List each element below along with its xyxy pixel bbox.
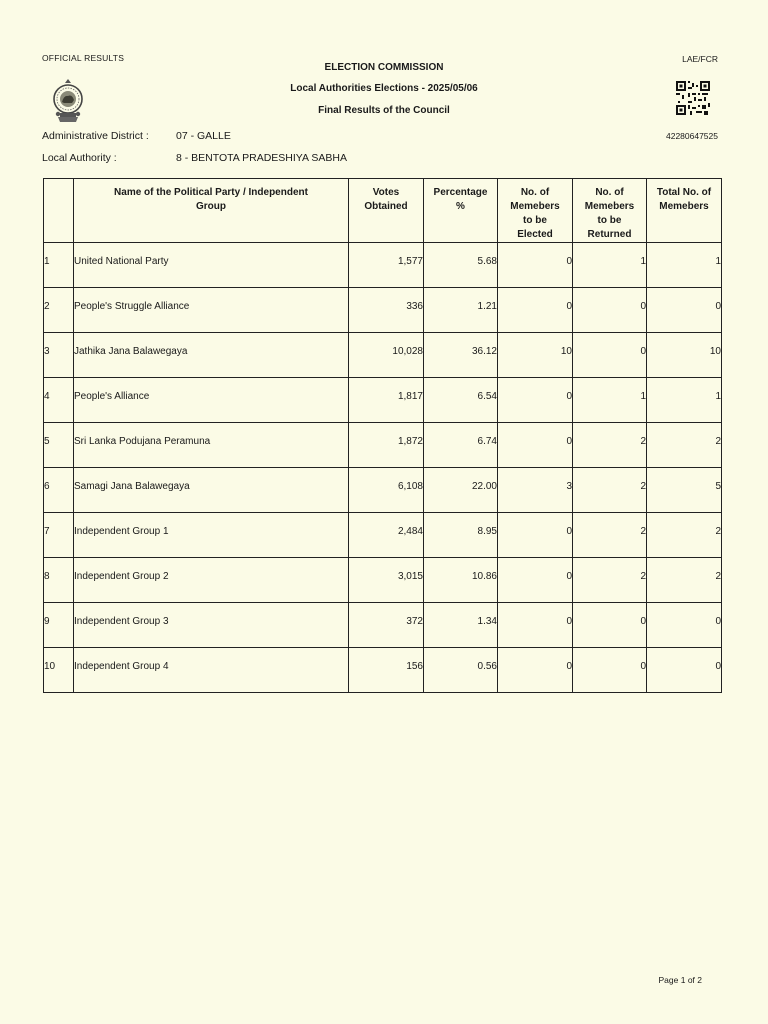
party-name: Independent Group 4	[74, 648, 349, 693]
votes-obtained: 336	[349, 288, 424, 333]
document-serial-number: 42280647525	[665, 131, 718, 141]
members-elected: 0	[498, 423, 573, 468]
returned-header-text: No. of Memebers to be Returned	[584, 187, 635, 240]
total-members: 2	[647, 513, 722, 558]
members-returned: 2	[573, 513, 647, 558]
page-number: Page 1 of 2	[658, 975, 702, 985]
district-value: 07 - GALLE	[176, 130, 231, 142]
members-elected: 0	[498, 243, 573, 288]
vote-percentage: 22.00	[424, 468, 498, 513]
votes-obtained: 156	[349, 648, 424, 693]
members-returned: 0	[573, 288, 647, 333]
table-row	[44, 603, 722, 648]
members-returned: 1	[573, 243, 647, 288]
votes-obtained: 3,015	[349, 558, 424, 603]
total-members: 2	[647, 558, 722, 603]
members-elected: 0	[498, 513, 573, 558]
table-row	[44, 513, 722, 558]
total-members: 5	[647, 468, 722, 513]
members-returned: 2	[573, 468, 647, 513]
total-members: 0	[647, 603, 722, 648]
vote-percentage: 6.54	[424, 378, 498, 423]
total-members: 1	[647, 243, 722, 288]
row-index: 8	[44, 558, 74, 603]
party-name: Samagi Jana Balawegaya	[74, 468, 349, 513]
party-name: Independent Group 1	[74, 513, 349, 558]
local-authority-value: 8 - BENTOTA PRADESHIYA SABHA	[176, 152, 347, 164]
party-name: People's Struggle Alliance	[74, 288, 349, 333]
table-row	[44, 468, 722, 513]
total-members: 2	[647, 423, 722, 468]
vote-percentage: 5.68	[424, 243, 498, 288]
votes-obtained: 1,577	[349, 243, 424, 288]
official-results-label: OFFICIAL RESULTS	[42, 53, 125, 63]
total-column-header	[647, 179, 722, 243]
row-index: 5	[44, 423, 74, 468]
percentage-column-header	[424, 179, 498, 243]
total-members: 0	[647, 648, 722, 693]
row-index: 9	[44, 603, 74, 648]
table-row	[44, 243, 722, 288]
row-index: 3	[44, 333, 74, 378]
row-index: 6	[44, 468, 74, 513]
vote-percentage: 1.21	[424, 288, 498, 333]
votes-obtained: 372	[349, 603, 424, 648]
vote-percentage: 6.74	[424, 423, 498, 468]
votes-obtained: 1,872	[349, 423, 424, 468]
table-row	[44, 288, 722, 333]
members-elected: 0	[498, 378, 573, 423]
form-reference-code: LAE/FCR	[682, 54, 718, 64]
votes-header-text: Votes Obtained	[364, 187, 408, 212]
percentage-header-text: Percentage %	[433, 187, 488, 212]
party-name: United National Party	[74, 243, 349, 288]
members-returned: 2	[573, 558, 647, 603]
election-subtitle: Local Authorities Elections - 2025/05/06	[290, 83, 478, 94]
elected-header-text: No. of Memebers to be Elected	[510, 187, 560, 240]
row-index: 4	[44, 378, 74, 423]
table-header-row	[44, 179, 722, 243]
table-row	[44, 333, 722, 378]
table-row	[44, 423, 722, 468]
members-elected: 10	[498, 333, 573, 378]
votes-obtained: 1,817	[349, 378, 424, 423]
party-name: Independent Group 2	[74, 558, 349, 603]
row-index: 2	[44, 288, 74, 333]
members-elected: 0	[498, 288, 573, 333]
organization-name: ELECTION COMMISSION	[324, 62, 444, 73]
table-row	[44, 378, 722, 423]
total-members: 10	[647, 333, 722, 378]
document-title-block	[0, 62, 768, 127]
party-name: Independent Group 3	[74, 603, 349, 648]
members-elected: 3	[498, 468, 573, 513]
district-label: Administrative District :	[42, 130, 149, 142]
vote-percentage: 8.95	[424, 513, 498, 558]
vote-percentage: 1.34	[424, 603, 498, 648]
party-name: Sri Lanka Podujana Peramuna	[74, 423, 349, 468]
party-column-header	[74, 179, 349, 243]
members-elected: 0	[498, 603, 573, 648]
party-name: People's Alliance	[74, 378, 349, 423]
total-members: 1	[647, 378, 722, 423]
returned-column-header	[573, 179, 647, 243]
vote-percentage: 10.86	[424, 558, 498, 603]
members-returned: 2	[573, 423, 647, 468]
local-authority-label: Local Authority :	[42, 152, 117, 164]
row-index: 7	[44, 513, 74, 558]
document-title: Final Results of the Council	[318, 105, 450, 116]
members-returned: 0	[573, 603, 647, 648]
votes-obtained: 10,028	[349, 333, 424, 378]
row-index: 1	[44, 243, 74, 288]
party-name: Jathika Jana Balawegaya	[74, 333, 349, 378]
votes-obtained: 2,484	[349, 513, 424, 558]
table-row	[44, 558, 722, 603]
results-table	[43, 178, 722, 693]
members-returned: 1	[573, 378, 647, 423]
members-returned: 0	[573, 333, 647, 378]
votes-column-header	[349, 179, 424, 243]
members-elected: 0	[498, 558, 573, 603]
votes-obtained: 6,108	[349, 468, 424, 513]
total-members: 0	[647, 288, 722, 333]
total-header-text: Total No. of Memebers	[656, 187, 712, 212]
vote-percentage: 0.56	[424, 648, 498, 693]
row-index: 10	[44, 648, 74, 693]
table-row	[44, 648, 722, 693]
state-emblem-icon	[50, 78, 86, 124]
qr-code-icon	[675, 80, 711, 116]
elected-column-header	[498, 179, 573, 243]
members-returned: 0	[573, 648, 647, 693]
vote-percentage: 36.12	[424, 333, 498, 378]
index-column-header	[44, 179, 74, 243]
members-elected: 0	[498, 648, 573, 693]
party-header-text: Name of the Political Party / Independent Group	[114, 187, 308, 212]
